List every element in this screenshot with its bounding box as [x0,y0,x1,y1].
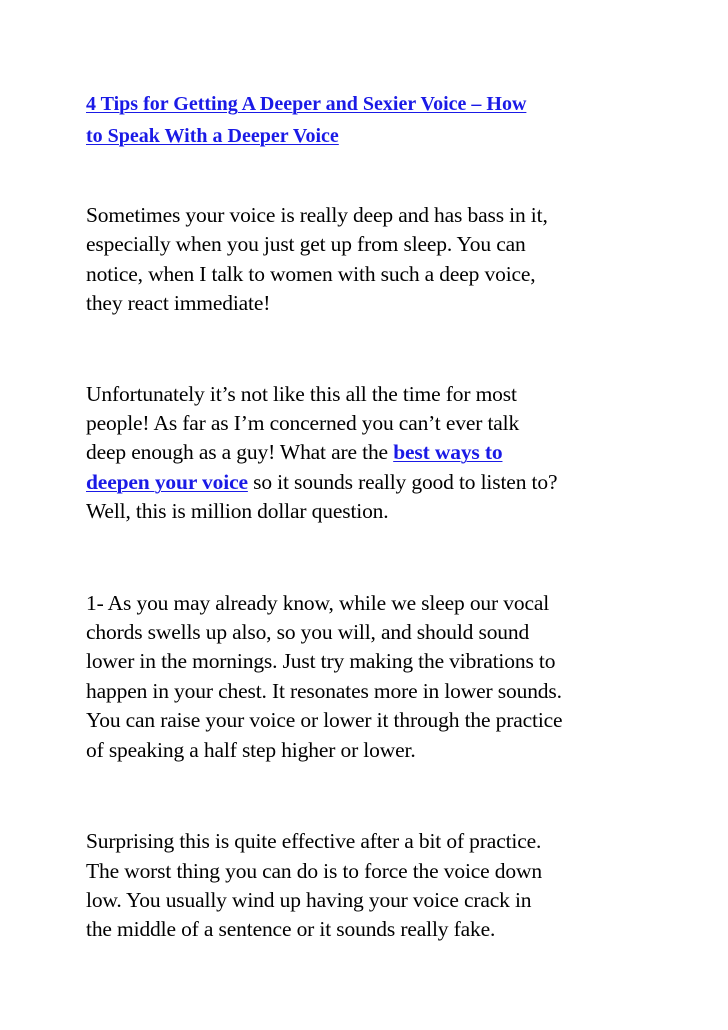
paragraph-line: notice, when I talk to women with such a deep voice, [86,261,536,286]
paragraph-3 [86,589,686,765]
paragraph-line: You can raise your voice or lower it through the practice [86,708,563,733]
title-line: 4 Tips for Getting A Deeper and Sexier Voice – How [86,93,527,115]
paragraph-text: deep enough as a guy! What are the [86,440,394,465]
paragraph-line: low. You usually wind up having your voice crack in [86,887,532,912]
paragraph-line [86,438,686,467]
paragraph-line: happen in your chest. It resonates more in lower sounds. [86,678,562,703]
deepen-voice-link-part1[interactable]: best ways to [393,440,503,465]
paragraph-line: Surprising this is quite effective after a bit of practice. [86,829,542,854]
paragraph-line: they react immediate! [86,291,271,316]
paragraph-line: people! As far as I’m concerned you can’t ever talk [86,411,520,436]
title-line: to Speak With a Deeper Voice [86,125,339,147]
paragraph-line: 1- As you may already know, while we sleep our vocal [86,590,550,615]
paragraph-line: Sometimes your voice is really deep and has bass in it, [86,203,548,227]
article-title [86,88,686,152]
paragraph-line: of speaking a half step higher or lower. [86,737,416,762]
paragraph-line: lower in the mornings. Just try making the vibrations to [86,649,556,674]
paragraph-text: so it sounds really good to listen to? [247,469,558,494]
paragraph-line [86,468,686,497]
document-page [86,88,686,945]
paragraph-line: The worst thing you can do is to force the voice down [86,858,542,883]
paragraph-line: the middle of a sentence or it sounds really fake. [86,917,496,942]
paragraph-1 [86,201,686,319]
paragraph-2 [86,380,686,527]
paragraph-line: Unfortunately it’s not like this all the time for most [86,381,517,406]
paragraph-4 [86,827,686,945]
paragraph-line: especially when you just get up from sleep. You can [86,232,526,257]
paragraph-line: chords swells up also, so you will, and should sound [86,620,530,645]
paragraph-line: Well, this is million dollar question. [86,499,389,524]
deepen-voice-link-part2[interactable]: deepen your voice [86,469,248,494]
title-link[interactable] [86,88,686,152]
